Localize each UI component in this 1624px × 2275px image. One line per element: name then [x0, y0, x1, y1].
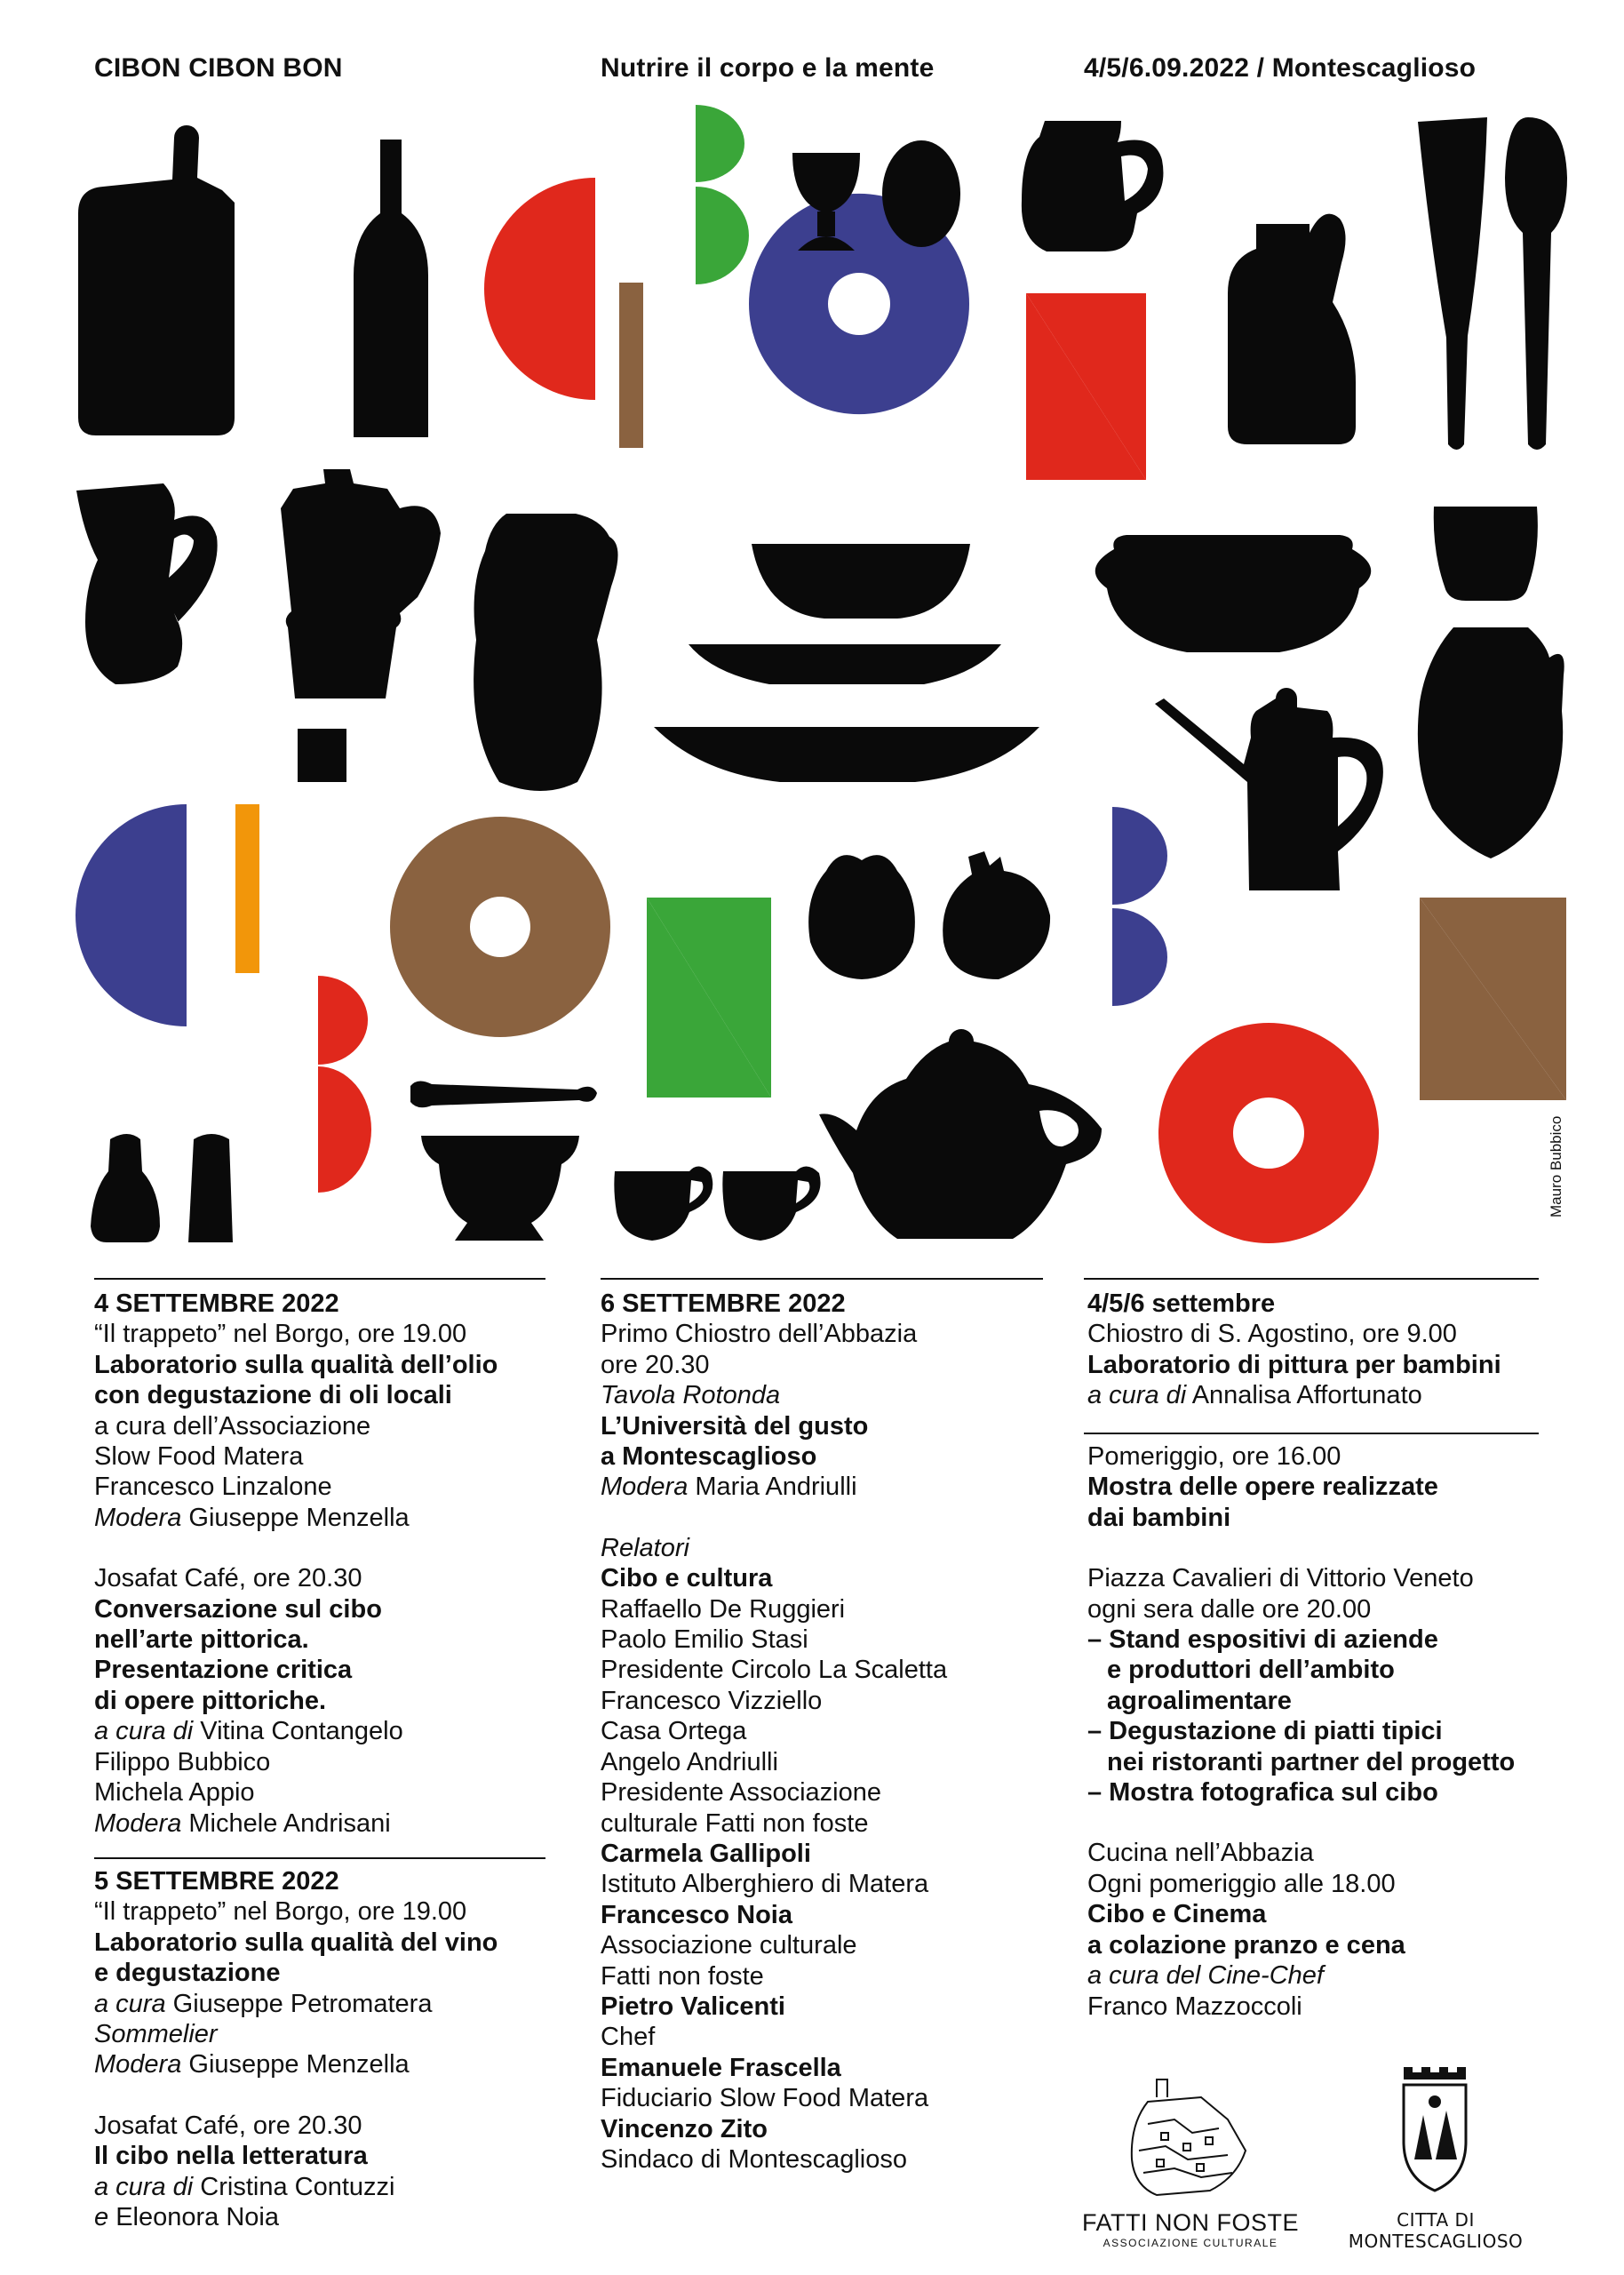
letter-n-green-2	[647, 898, 771, 1098]
event-line: Filippo Bubbico	[94, 1747, 271, 1776]
amphora-icon	[474, 514, 617, 791]
salt-shaker-icon	[91, 1134, 160, 1242]
event-bullet: – Stand espositivi di aziende	[1087, 1625, 1438, 1655]
speaker-role: Presidente Associazione	[601, 1778, 881, 1808]
speaker-role: Fiduciario Slow Food Matera	[601, 2084, 929, 2113]
event-date: 4/5/6 settembre	[1087, 1289, 1276, 1318]
event-moderator: Modera Maria Andriulli	[601, 1473, 857, 1502]
speaker-role: Fatti non foste	[601, 1961, 764, 1991]
bottle-icon	[354, 140, 428, 437]
poster-tagline: Nutrire il corpo e la mente	[601, 53, 935, 83]
speaker-role: Casa Ortega	[601, 1717, 747, 1746]
cup-icon	[1434, 507, 1538, 601]
rule-col1-mid	[94, 1857, 545, 1859]
event-title: a colazione pranzo e cena	[1087, 1930, 1405, 1960]
letter-b-red-2	[318, 976, 371, 1193]
event-curator: a cura di Vitina Contangelo	[94, 1717, 403, 1746]
fatti-logo-subtitle: ASSOCIAZIONE CULTURALE	[1103, 2237, 1278, 2249]
event-title: Laboratorio sulla qualità dell’olio	[94, 1350, 498, 1379]
event-time: ore 20.30	[601, 1350, 710, 1379]
rule-col3-top	[1084, 1278, 1539, 1280]
speaker-name: Francesco Vizziello	[601, 1686, 823, 1715]
event-title: dai bambini	[1087, 1503, 1231, 1532]
speaker-role: Chef	[601, 2023, 656, 2052]
letter-o-brown-2	[390, 817, 610, 1037]
rule-col2-top	[601, 1278, 1043, 1280]
letter-i-orange-2	[235, 804, 259, 973]
program-col-1	[94, 1289, 556, 1839]
event-bullet: – Mostra fotografica sul cibo	[1087, 1778, 1438, 1808]
letter-n-red-1	[1026, 293, 1146, 480]
speaker-name: Francesco Noia	[601, 1900, 792, 1929]
event-bullet: – Degustazione di piatti tipici	[1087, 1717, 1443, 1746]
event-place: Josafat Café, ore 20.30	[94, 2111, 362, 2140]
event-title: Laboratorio di pittura per bambini	[1087, 1350, 1501, 1379]
mug-icon	[1022, 121, 1164, 251]
event-time: Pomeriggio, ore 16.00	[1087, 1442, 1341, 1471]
event-title: L’Università del gusto	[601, 1411, 869, 1441]
event-title: Mostra delle opere realizzate	[1087, 1473, 1438, 1502]
rule-col3-mid	[1084, 1433, 1539, 1434]
letter-c-blue-2	[76, 804, 187, 1026]
tureen-icon	[1095, 535, 1371, 652]
speaker-name: Raffaello De Ruggieri	[601, 1594, 846, 1624]
speaker-role: Istituto Alberghiero di Matera	[601, 1870, 929, 1899]
letter-i-brown-1	[619, 283, 643, 448]
fatti-non-foste-logo-icon	[1121, 2071, 1254, 2204]
poster-title: CIBON CIBON BON	[94, 53, 343, 83]
event-title: con degustazione di oli locali	[94, 1381, 452, 1410]
event-title: Il cibo nella letteratura	[94, 2142, 368, 2171]
program-col-1b	[94, 1866, 556, 2232]
event-place: Josafat Café, ore 20.30	[94, 1564, 362, 1593]
speaker-role: Sindaco di Montescaglioso	[601, 2144, 907, 2174]
speaker-role: Presidente Circolo La Scaletta	[601, 1656, 948, 1685]
event-curator: a cura di Annalisa Affortunato	[1087, 1381, 1422, 1410]
speaker-name: Pietro Valicenti	[601, 1992, 785, 2021]
event-place: “Il trappeto” nel Borgo, ore 19.00	[94, 1320, 467, 1349]
speaker-role: culturale Fatti non foste	[601, 1808, 869, 1838]
event-line: Francesco Linzalone	[94, 1473, 332, 1502]
mortar-icon	[421, 1136, 579, 1241]
event-title: e degustazione	[94, 1959, 281, 1988]
program-col-3	[1087, 1289, 1549, 1411]
event-title: nell’arte pittorica.	[94, 1625, 309, 1655]
event-place: “Il trappeto” nel Borgo, ore 19.00	[94, 1897, 467, 1927]
event-bullet: agroalimentare	[1107, 1686, 1292, 1715]
event-bullet: e produttori dell’ambito	[1107, 1656, 1395, 1685]
speaker-name: Vincenzo Zito	[601, 2114, 768, 2143]
speaker-name: Carmela Gallipoli	[601, 1839, 811, 1868]
speaker-name: Angelo Andriulli	[601, 1747, 778, 1776]
event-date: 5 SETTEMBRE 2022	[94, 1867, 339, 1896]
speaker-name: Emanuele Frascella	[601, 2053, 841, 2082]
event-curator: a cura Giuseppe Petromatera	[94, 1989, 433, 2018]
event-time: ogni sera dalle ore 20.00	[1087, 1594, 1372, 1624]
plate-icon	[689, 644, 1001, 684]
event-role: Sommelier	[94, 2020, 218, 2049]
event-title: Laboratorio sulla qualità del vino	[94, 1928, 498, 1957]
letter-o-red-3	[1158, 1023, 1379, 1243]
montescaglioso-crest-icon	[1395, 2062, 1475, 2195]
event-date: 4 SETTEMBRE 2022	[94, 1289, 339, 1318]
citta-logo-caption: CITTA DI MONTESCAGLIOSO	[1348, 2209, 1524, 2252]
wooden-spoon-icon	[1505, 117, 1567, 450]
vase-icon	[1418, 627, 1564, 858]
pestle-icon	[410, 1081, 597, 1107]
pepper-shaker-icon	[188, 1134, 233, 1242]
rule-col1-top	[94, 1278, 545, 1280]
event-title: Presentazione critica	[94, 1656, 353, 1685]
event-curator: e Eleonora Noia	[94, 2203, 279, 2232]
teapot-icon	[819, 1029, 1102, 1239]
fatti-logo-title: FATTI NON FOSTE	[1081, 2209, 1299, 2236]
speaker-name: Paolo Emilio Stasi	[601, 1625, 808, 1655]
letter-i-black-2	[298, 729, 346, 782]
speaker-role: Associazione culturale	[601, 1931, 857, 1960]
speakers-label: Relatori	[601, 1533, 689, 1562]
letter-n-brown-3	[1420, 898, 1566, 1100]
artist-credit: Mauro Bubbico	[1548, 1115, 1564, 1217]
teacup-2-icon	[722, 1166, 820, 1241]
letter-b-blue-3	[1112, 807, 1167, 1006]
fruit-icon	[808, 855, 915, 979]
letter-c-red-1	[484, 178, 595, 400]
event-place: Cucina nell’Abbazia	[1087, 1839, 1314, 1868]
letter-b-green-1	[696, 105, 749, 284]
event-title: Conversazione sul cibo	[94, 1594, 382, 1624]
speakers-topic: Cibo e cultura	[601, 1564, 773, 1593]
event-curator: a cura del Cine-Chef	[1087, 1961, 1324, 1991]
event-line: Franco Mazzoccoli	[1087, 1992, 1302, 2021]
event-bullet: nei ristoranti partner del progetto	[1107, 1747, 1516, 1776]
pitcher-icon	[76, 483, 218, 684]
plate-2-icon	[654, 727, 1039, 782]
fatti-logo-caption	[1057, 2209, 1324, 2249]
moka-pot-icon	[281, 469, 441, 698]
jug-icon	[1228, 214, 1356, 444]
event-place: Piazza Cavalieri di Vittorio Veneto	[1087, 1564, 1474, 1593]
program-col-2	[601, 1289, 1054, 2175]
event-line: a cura dell’Associazione	[94, 1411, 371, 1441]
coffee-pot-icon	[1155, 688, 1383, 890]
event-moderator: Modera Giuseppe Menzella	[94, 2050, 410, 2079]
pomegranate-icon	[943, 851, 1050, 979]
poster-dates-place: 4/5/6.09.2022 / Montescaglioso	[1084, 53, 1477, 83]
program-col-3b	[1087, 1441, 1549, 2022]
event-moderator: Modera Giuseppe Menzella	[94, 1503, 410, 1532]
event-moderator: Modera Michele Andrisani	[94, 1808, 391, 1838]
event-title: Cibo e Cinema	[1087, 1900, 1267, 1929]
event-date: 6 SETTEMBRE 2022	[601, 1289, 846, 1318]
spatula-icon	[1418, 117, 1487, 450]
event-title: di opere pittoriche.	[94, 1686, 327, 1715]
egg-icon	[882, 140, 960, 247]
event-line: Michela Appio	[94, 1778, 255, 1808]
teacup-icon	[614, 1166, 712, 1241]
event-place: Chiostro di S. Agostino, ore 9.00	[1087, 1320, 1457, 1349]
event-line: Slow Food Matera	[94, 1442, 304, 1472]
event-place: Primo Chiostro dell’Abbazia	[601, 1320, 918, 1349]
event-title: a Montescaglioso	[601, 1442, 817, 1472]
cutting-board-icon	[78, 125, 235, 435]
event-curator: a cura di Cristina Contuzzi	[94, 2172, 395, 2201]
bowl-icon	[752, 544, 970, 619]
event-kind: Tavola Rotonda	[601, 1381, 781, 1410]
event-time: Ogni pomeriggio alle 18.00	[1087, 1869, 1396, 1898]
